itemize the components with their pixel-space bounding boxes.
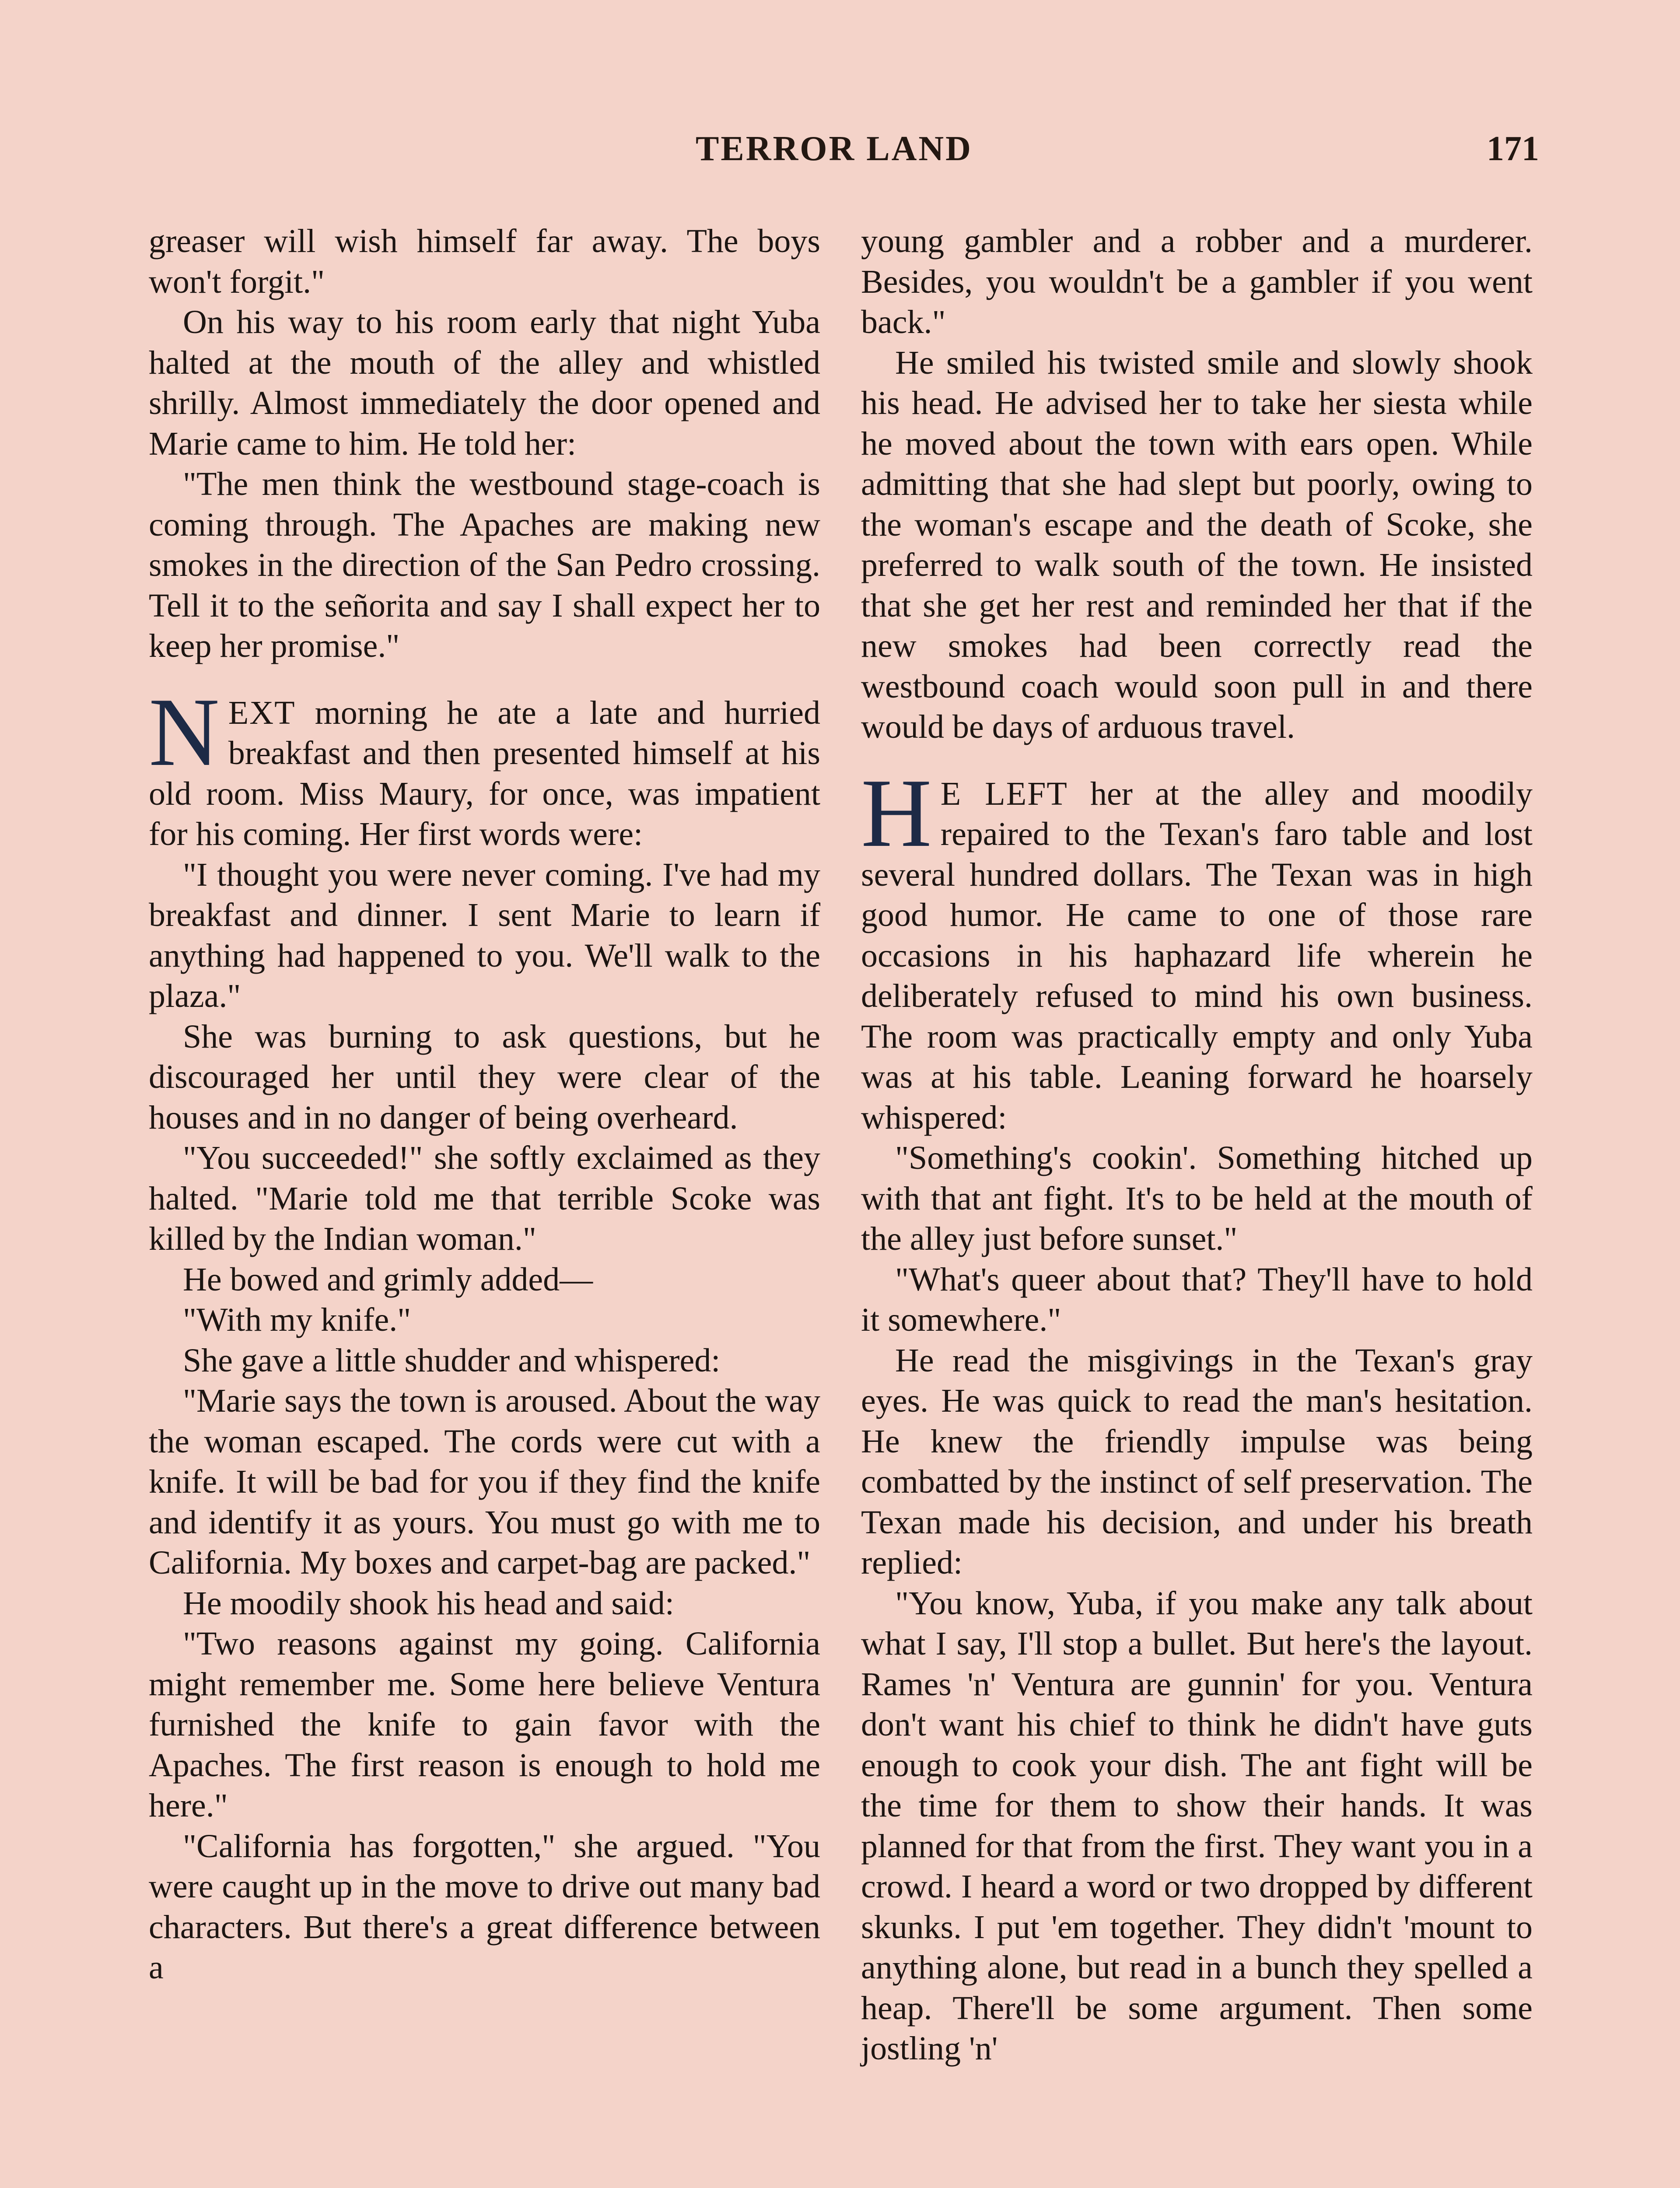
paragraph: On his way to his room early that night Yuba halted at the mouth of the alley and whistled shrilly. Almost immediately the door opened and Marie came to him. He told her: xyxy=(149,304,820,462)
left-column xyxy=(149,221,820,1988)
paragraph: "You succeeded!" she softly exclaimed as they halted. "Marie told me that terrible Scoke was killed by the Indian woman." xyxy=(149,1140,820,1257)
paragraph: "Two reasons against my going. California might remember me. Some here believe Ventura furnished the knife to gain favor with the Apaches. The first reason is enough to hold me here." xyxy=(149,1625,820,1824)
drop-cap: N xyxy=(149,677,220,786)
paragraph: young gambler and a robber and a murderer. Besides, you wouldn't be a gambler if you went back." xyxy=(861,223,1533,340)
paragraph: "Marie says the town is aroused. About the way the woman escaped. The cords were cut with a knife. It will be bad for you if they find the knife and identify it as yours. You must go with me to California. My boxes and carpet-bag are packed." xyxy=(149,1382,820,1581)
paragraph: He smiled his twisted smile and slowly shook his head. He advised her to take her siesta while he moved about the town with ears open. While admitting that she had slept but poorly, owing to the woman's escape and the death of Scoke, she preferred to walk south of the town. He insisted that she get her rest and reminded her that if the new smokes had been correctly read the westbound coach would soon pull in and there would be days of arduous travel. xyxy=(861,344,1533,745)
right-column xyxy=(861,221,1533,2069)
paragraph: "Something's cookin'. Something hitched up with that ant fight. It's to be held at the mouth of the alley just before sunset." xyxy=(861,1140,1533,1257)
lead-in-caps: EXT xyxy=(228,694,296,731)
paragraph: "The men think the westbound stage-coach is coming through. The Apaches are making new smokes in the direction of the San Pedro crossing. Tell it to the señorita and say I shall expect her to keep her promise." xyxy=(149,466,820,664)
paragraph-text: her at the alley and moodily repaired to the Texan's faro table and lost several hundred dollars. The Texan was in high good humor. He came to one of those rare occasions in his haphazard life wherein he deliberately refused to mind his own business. The room was practically empty and only Yuba was at his table. Leaning forward he hoarsely whispered: xyxy=(861,775,1533,1136)
paragraph: "With my knife." xyxy=(183,1301,411,1338)
drop-cap: H xyxy=(861,758,932,867)
section-start-paragraph xyxy=(149,677,820,855)
paragraph: "I thought you were never coming. I've had my breakfast and dinner. I sent Marie to learn if anything had happened to you. We'll walk to the plaza." xyxy=(149,856,820,1014)
paragraph: "You know, Yuba, if you make any talk about what I say, I'll stop a bullet. But here's the layout. Rames 'n' Ventura are gunnin' for you. Ventura don't want his chief to think he didn't have guts enough to cook your dish. The ant fight will be the time for them to show their hands. It was planned for that from the first. They want you in a crowd. I heard a word or two dropped by different skunks. I put 'em together. They didn't 'mount to anything alone, but read in a bunch they spelled a heap. There'll be some argument. Then some jostling 'n' xyxy=(861,1585,1533,2067)
page-number: 171 xyxy=(1487,130,1539,168)
paragraph: He bowed and grimly added— xyxy=(183,1261,593,1298)
section-start-paragraph xyxy=(861,758,1533,1138)
paragraph: She gave a little shudder and whispered: xyxy=(183,1342,721,1379)
paragraph: greaser will wish himself far away. The boys won't forgit." xyxy=(149,223,820,300)
paragraph: He moodily shook his head and said: xyxy=(183,1585,674,1622)
page-header xyxy=(0,129,1680,182)
running-head: TERROR LAND xyxy=(696,130,973,168)
paragraph-text: morning he ate a late and hurried breakfast and then presented himself at his old room. Miss Maury, for once, was impatient for his coming. Her first words were: xyxy=(149,694,820,852)
paragraph: He read the misgivings in the Texan's gray eyes. He was quick to read the man's hesitation. He knew the friendly impulse was being combatted by the instinct of self preservation. The Texan made his decision, and under his breath replied: xyxy=(861,1342,1533,1581)
paragraph: "What's queer about that? They'll have to hold it somewhere." xyxy=(861,1261,1533,1338)
paragraph: "California has forgotten," she argued. "You were caught up in the move to drive out many bad characters. But there's a great difference between a xyxy=(149,1827,820,1986)
paragraph: She was burning to ask questions, but he discouraged her until they were clear of the houses and in no danger of being overheard. xyxy=(149,1018,820,1136)
lead-in-caps: E LEFT xyxy=(940,775,1068,812)
